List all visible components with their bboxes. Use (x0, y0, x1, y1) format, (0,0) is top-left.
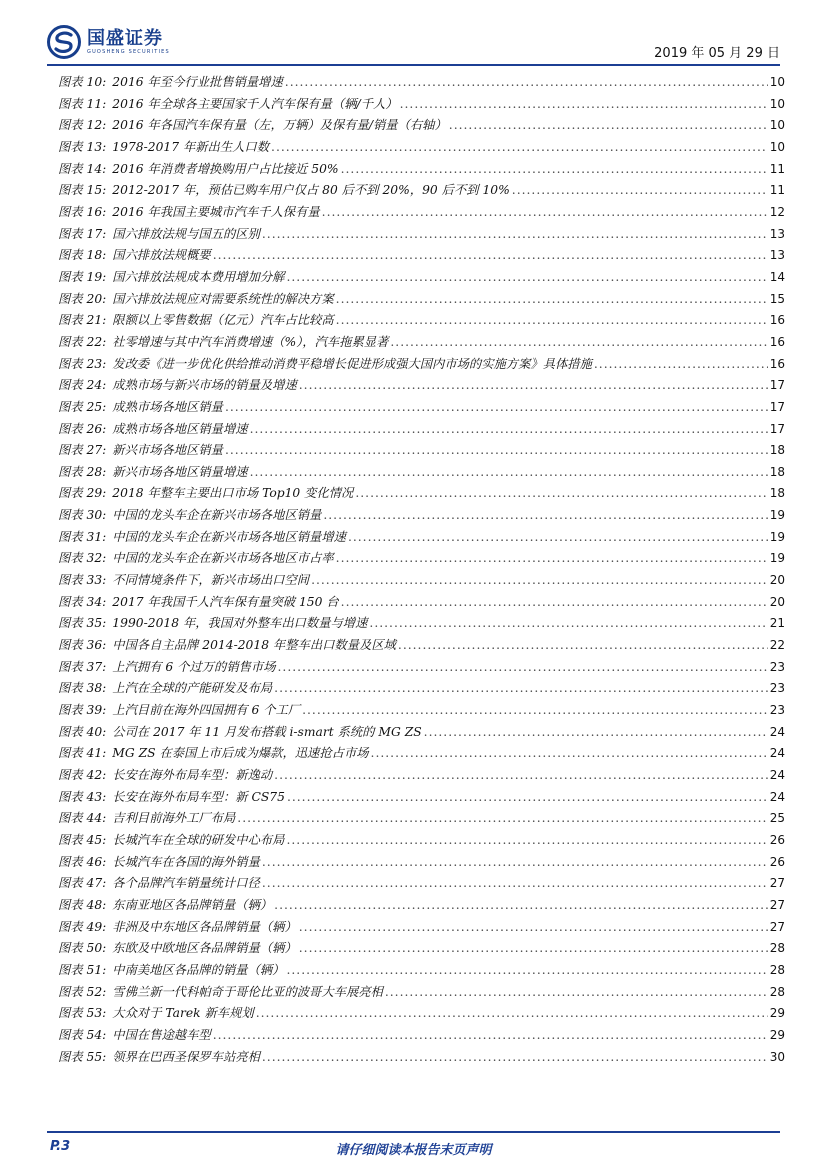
figure-title: 上汽在全球的产能研发及布局 (112, 681, 273, 696)
figure-page-number: 29 (769, 1006, 785, 1021)
dot-leader (225, 443, 768, 457)
figure-label: 图表 11: (58, 96, 107, 111)
figure-page-number: 27 (769, 919, 785, 934)
figure-label: 图表 30: (58, 508, 107, 523)
toc-entry[interactable] (58, 94, 785, 116)
figure-title: 中国各自主品牌 2014-2018 年整车出口数量及区域 (112, 638, 396, 653)
dot-leader (336, 292, 768, 306)
figure-page-number: 17 (769, 399, 785, 414)
figure-page-number: 21 (769, 616, 785, 631)
figure-title: 成熟市场各地区销量 (112, 399, 223, 414)
figure-label: 图表 49: (58, 919, 107, 934)
figure-page-number: 23 (769, 681, 785, 696)
toc-entry[interactable] (58, 289, 785, 311)
toc-entry[interactable] (58, 678, 785, 700)
figure-title: 发改委《进一步优化供给推动消费平稳增长促进形成强大国内市场的实施方案》具体措施 (112, 356, 592, 371)
figure-title: 2016 年我国主要城市汽车千人保有量 (112, 204, 320, 219)
toc-entry[interactable] (58, 635, 785, 657)
figure-label: 图表 34: (58, 594, 107, 609)
figure-title: 中国的龙头车企在新兴市场各地区市占率 (112, 551, 334, 566)
logo-english-name: GUOSHENG SECURITIES (87, 48, 170, 55)
dot-leader (250, 465, 768, 479)
figure-page-number: 15 (769, 291, 785, 306)
dot-leader (271, 140, 768, 154)
figure-title: 上汽拥有 6 个过万的销售市场 (112, 659, 276, 674)
toc-entry[interactable] (58, 375, 785, 397)
figure-title: 国六排放法规应对需要系统性的解决方案 (112, 291, 334, 306)
figure-title: 国六排放法规成本费用增加分解 (112, 269, 285, 284)
figure-label: 图表 36: (58, 638, 107, 653)
figure-label: 图表 43: (58, 789, 107, 804)
figure-label: 图表 12: (58, 118, 107, 133)
dot-leader (262, 227, 768, 241)
toc-entry[interactable] (58, 700, 785, 722)
disclaimer-note: 请仔细阅读本报告末页声明 (335, 1143, 492, 1158)
dot-leader (299, 941, 768, 955)
dot-leader (341, 595, 768, 609)
figure-page-number: 17 (769, 378, 785, 393)
figure-label: 图表 10: (58, 75, 107, 89)
figure-page-number: 28 (769, 941, 785, 956)
dot-leader (311, 573, 768, 587)
figure-label: 图表 28: (58, 464, 107, 479)
figure-label: 图表 14: (58, 161, 107, 176)
figure-page-number: 20 (769, 573, 785, 588)
figure-title: 国六排放法规概要 (112, 248, 211, 263)
toc-entry[interactable] (58, 440, 785, 462)
toc-entry[interactable] (58, 613, 785, 635)
table-of-figures (58, 72, 785, 1068)
figure-label: 图表 42: (58, 768, 107, 782)
figure-page-number: 11 (769, 183, 785, 198)
figure-page-number: 28 (769, 984, 785, 999)
figure-page-number: 24 (769, 746, 785, 761)
figure-page-number: 27 (769, 876, 785, 891)
figure-title: 成熟市场各地区销量增速 (112, 421, 248, 436)
toc-entry[interactable] (58, 1003, 785, 1025)
figure-label: 图表 44: (58, 811, 107, 826)
figure-title: 大众对于 Tarek 新车规划 (112, 1006, 254, 1021)
figure-label: 图表 52: (58, 984, 107, 999)
figure-title: MG ZS 在泰国上市后成为爆款，迅速抢占市场 (112, 746, 369, 761)
figure-page-number: 10 (769, 118, 785, 133)
figure-page-number: 30 (769, 1049, 785, 1064)
figure-title: 领界在巴西圣保罗车站亮相 (112, 1049, 260, 1064)
toc-entry[interactable] (58, 657, 785, 679)
figure-page-number: 19 (769, 551, 785, 566)
dot-leader (512, 183, 768, 197)
figure-label: 图表 23: (58, 356, 107, 371)
figure-title: 中南美地区各品牌的销量（辆） (112, 962, 285, 977)
figure-title: 2018 年整车主要出口市场 Top10 变化情况 (112, 486, 354, 501)
figure-title: 社零增速与其中汽车消费增速（%），汽车拖累显著 (112, 334, 389, 349)
toc-entry[interactable] (58, 960, 785, 982)
figure-label: 图表 27: (58, 443, 107, 458)
company-logo (47, 25, 170, 59)
dot-leader (348, 530, 768, 544)
toc-entry[interactable] (58, 483, 785, 505)
figure-label: 图表 22: (58, 334, 107, 349)
figure-title: 2012-2017 年，预估已购车用户仅占 80 后不到 20%，90 后不到 10% (112, 183, 510, 198)
figure-label: 图表 47: (58, 876, 107, 891)
toc-entry[interactable] (58, 115, 785, 137)
figure-page-number: 12 (769, 204, 785, 219)
dot-leader (302, 703, 768, 717)
figure-label: 图表 18: (58, 248, 107, 263)
dot-leader (286, 833, 767, 847)
page-number: P.3 (50, 1139, 71, 1154)
figure-label: 图表 37: (58, 659, 107, 674)
figure-title: 2016 年各国汽车保有量（左，万辆）及保有量/销量（右轴） (112, 118, 447, 133)
figure-title: 东南亚地区各品牌销量（辆） (112, 897, 273, 912)
toc-entry[interactable] (58, 765, 785, 787)
figure-page-number: 10 (769, 75, 785, 89)
dot-leader (400, 97, 768, 111)
figure-label: 图表 19: (58, 269, 107, 284)
figure-label: 图表 38: (58, 681, 107, 696)
dot-leader (287, 790, 768, 804)
figure-label: 图表 33: (58, 573, 107, 588)
figure-page-number: 10 (769, 139, 785, 154)
page-header (0, 0, 827, 75)
figure-page-number: 16 (769, 313, 785, 328)
figure-title: 2016 年全球各主要国家千人汽车保有量（辆/千人） (112, 96, 398, 111)
figure-page-number: 16 (769, 334, 785, 349)
figure-page-number: 11 (769, 161, 785, 176)
toc-entry[interactable] (58, 570, 785, 592)
figure-label: 图表 21: (58, 313, 107, 328)
figure-title: 限额以上零售数据（亿元）汽车占比较高 (112, 313, 334, 328)
figure-title: 长安在海外布局车型：新 CS75 (112, 789, 285, 804)
dot-leader (323, 508, 767, 522)
figure-title: 东欧及中欧地区各品牌销量（辆） (112, 941, 297, 956)
figure-page-number: 25 (769, 811, 785, 826)
figure-page-number: 24 (769, 768, 785, 782)
figure-page-number: 20 (769, 594, 785, 609)
dot-leader (213, 248, 768, 262)
toc-entry[interactable] (58, 938, 785, 960)
figure-title: 各个品牌汽车销量统计口径 (112, 876, 260, 891)
toc-entry[interactable] (58, 224, 785, 246)
figure-title: 不同情境条件下，新兴市场出口空间 (112, 573, 310, 588)
toc-entry[interactable] (58, 137, 785, 159)
figure-title: 1990-2018 年，我国对外整车出口数量与增速 (112, 616, 368, 631)
figure-title: 成熟市场与新兴市场的销量及增速 (112, 378, 297, 393)
figure-page-number: 28 (769, 962, 785, 977)
dot-leader (341, 162, 768, 176)
toc-entry[interactable] (58, 310, 785, 332)
dot-leader (398, 638, 768, 652)
figure-page-number: 13 (769, 248, 785, 263)
toc-entry[interactable] (58, 527, 785, 549)
figure-label: 图表 48: (58, 897, 107, 912)
toc-entry[interactable] (58, 1047, 785, 1069)
figure-label: 图表 29: (58, 486, 107, 501)
dot-leader (262, 1050, 768, 1064)
toc-entry[interactable] (58, 180, 785, 202)
figure-label: 图表 54: (58, 1027, 107, 1042)
toc-entry[interactable] (58, 332, 785, 354)
dot-leader (274, 681, 768, 695)
toc-entry[interactable] (58, 267, 785, 289)
figure-title: 吉利目前海外工厂布局 (112, 811, 236, 826)
dot-leader (237, 811, 767, 825)
dot-leader (322, 205, 768, 219)
toc-entry[interactable] (58, 1025, 785, 1047)
dot-leader (385, 985, 768, 999)
figure-page-number: 18 (769, 464, 785, 479)
figure-title: 2016 年至今行业批售销量增速 (112, 75, 283, 89)
dot-leader (278, 660, 768, 674)
figure-page-number: 24 (769, 724, 785, 739)
dot-leader (262, 876, 768, 890)
figure-label: 图表 25: (58, 399, 107, 414)
toc-entry[interactable] (58, 72, 785, 94)
dot-leader (355, 486, 767, 500)
figure-page-number: 18 (769, 486, 785, 501)
figure-title: 上汽目前在海外四国拥有 6 个工厂 (112, 703, 301, 718)
toc-entry[interactable] (58, 419, 785, 441)
dot-leader (285, 75, 768, 89)
figure-label: 图表 50: (58, 941, 107, 956)
figure-page-number: 29 (769, 1027, 785, 1042)
toc-entry[interactable] (58, 852, 785, 874)
toc-entry[interactable] (58, 245, 785, 267)
dot-leader (336, 551, 768, 565)
figure-page-number: 10 (769, 96, 785, 111)
figure-title: 长城汽车在各国的海外销量 (112, 854, 260, 869)
figure-page-number: 22 (769, 638, 785, 653)
dot-leader (371, 746, 768, 760)
figure-label: 图表 41: (58, 746, 107, 761)
figure-title: 公司在 2017 年 11 月发布搭载 i-smart 系统的 MG ZS (112, 724, 422, 739)
toc-entry[interactable] (58, 808, 785, 830)
figure-title: 非洲及中东地区各品牌销量（辆） (112, 919, 297, 934)
figure-label: 图表 15: (58, 183, 107, 198)
figure-page-number: 18 (769, 443, 785, 458)
figure-label: 图表 17: (58, 226, 107, 241)
figure-page-number: 23 (769, 659, 785, 674)
figure-label: 图表 55: (58, 1049, 107, 1064)
figure-label: 图表 20: (58, 291, 107, 306)
dot-leader (594, 357, 768, 371)
figure-page-number: 23 (769, 703, 785, 718)
figure-title: 新兴市场各地区销量 (112, 443, 223, 458)
dot-leader (336, 313, 768, 327)
figure-title: 中国的龙头车企在新兴市场各地区销量增速 (112, 529, 346, 544)
toc-entry[interactable] (58, 895, 785, 917)
figure-page-number: 14 (769, 269, 785, 284)
figure-label: 图表 53: (58, 1006, 107, 1021)
figure-page-number: 16 (769, 356, 785, 371)
figure-label: 图表 32: (58, 551, 107, 566)
toc-entry[interactable] (58, 548, 785, 570)
figure-label: 图表 45: (58, 832, 107, 847)
figure-title: 雪佛兰新一代科帕奇于哥伦比亚的波哥大车展亮相 (112, 984, 383, 999)
toc-entry[interactable] (58, 354, 785, 376)
figure-title: 新兴市场各地区销量增速 (112, 464, 248, 479)
toc-entry[interactable] (58, 743, 785, 765)
dot-leader (274, 898, 768, 912)
toc-entry[interactable] (58, 462, 785, 484)
toc-entry[interactable] (58, 917, 785, 939)
figure-title: 长安在海外布局车型：新逸动 (112, 768, 273, 782)
figure-label: 图表 16: (58, 204, 107, 219)
figure-page-number: 24 (769, 789, 785, 804)
toc-entry[interactable] (58, 722, 785, 744)
header-divider (47, 64, 780, 66)
toc-entry[interactable] (58, 592, 785, 614)
toc-entry[interactable] (58, 159, 785, 181)
figure-page-number: 26 (769, 854, 785, 869)
figure-label: 图表 31: (58, 529, 107, 544)
report-date: 2019 年 05 月 29 日 (654, 46, 780, 61)
figure-label: 图表 40: (58, 724, 107, 739)
figure-title: 中国在售途越车型 (112, 1027, 211, 1042)
toc-entry[interactable] (58, 505, 785, 527)
logo-mark-icon (47, 25, 81, 59)
dot-leader (225, 400, 768, 414)
figure-title: 2017 年我国千人汽车保有量突破 150 台 (112, 594, 339, 609)
figure-label: 图表 13: (58, 139, 107, 154)
toc-entry[interactable] (58, 830, 785, 852)
dot-leader (390, 335, 767, 349)
figure-title: 中国的龙头车企在新兴市场各地区销量 (112, 508, 322, 523)
logo-chinese-name: 国盛证券 (87, 27, 163, 49)
figure-label: 图表 46: (58, 854, 107, 869)
dot-leader (262, 855, 768, 869)
dot-leader (286, 963, 767, 977)
dot-leader (250, 422, 768, 436)
figure-label: 图表 26: (58, 421, 107, 436)
dot-leader (449, 118, 768, 132)
figure-label: 图表 35: (58, 616, 107, 631)
figure-label: 图表 39: (58, 703, 107, 718)
dot-leader (424, 725, 768, 739)
dot-leader (369, 616, 767, 630)
figure-label: 图表 51: (58, 962, 107, 977)
figure-title: 国六排放法规与国五的区别 (112, 226, 260, 241)
dot-leader (256, 1006, 768, 1020)
figure-label: 图表 24: (58, 378, 107, 393)
toc-entry[interactable] (58, 202, 785, 224)
figure-page-number: 19 (769, 508, 785, 523)
dot-leader (274, 768, 768, 782)
figure-page-number: 26 (769, 832, 785, 847)
dot-leader (213, 1028, 768, 1042)
figure-title: 长城汽车在全球的研发中心布局 (112, 832, 285, 847)
footer-divider (47, 1131, 780, 1133)
dot-leader (299, 920, 768, 934)
figure-page-number: 19 (769, 529, 785, 544)
figure-page-number: 27 (769, 897, 785, 912)
toc-entry[interactable] (58, 873, 785, 895)
toc-entry[interactable] (58, 787, 785, 809)
figure-title: 1978-2017 年新出生人口数 (112, 139, 270, 154)
figure-page-number: 13 (769, 226, 785, 241)
figure-page-number: 17 (769, 421, 785, 436)
toc-entry[interactable] (58, 397, 785, 419)
toc-entry[interactable] (58, 982, 785, 1004)
figure-title: 2016 年消费者增换购用户占比接近 50% (112, 161, 339, 176)
dot-leader (286, 270, 767, 284)
dot-leader (299, 378, 768, 392)
